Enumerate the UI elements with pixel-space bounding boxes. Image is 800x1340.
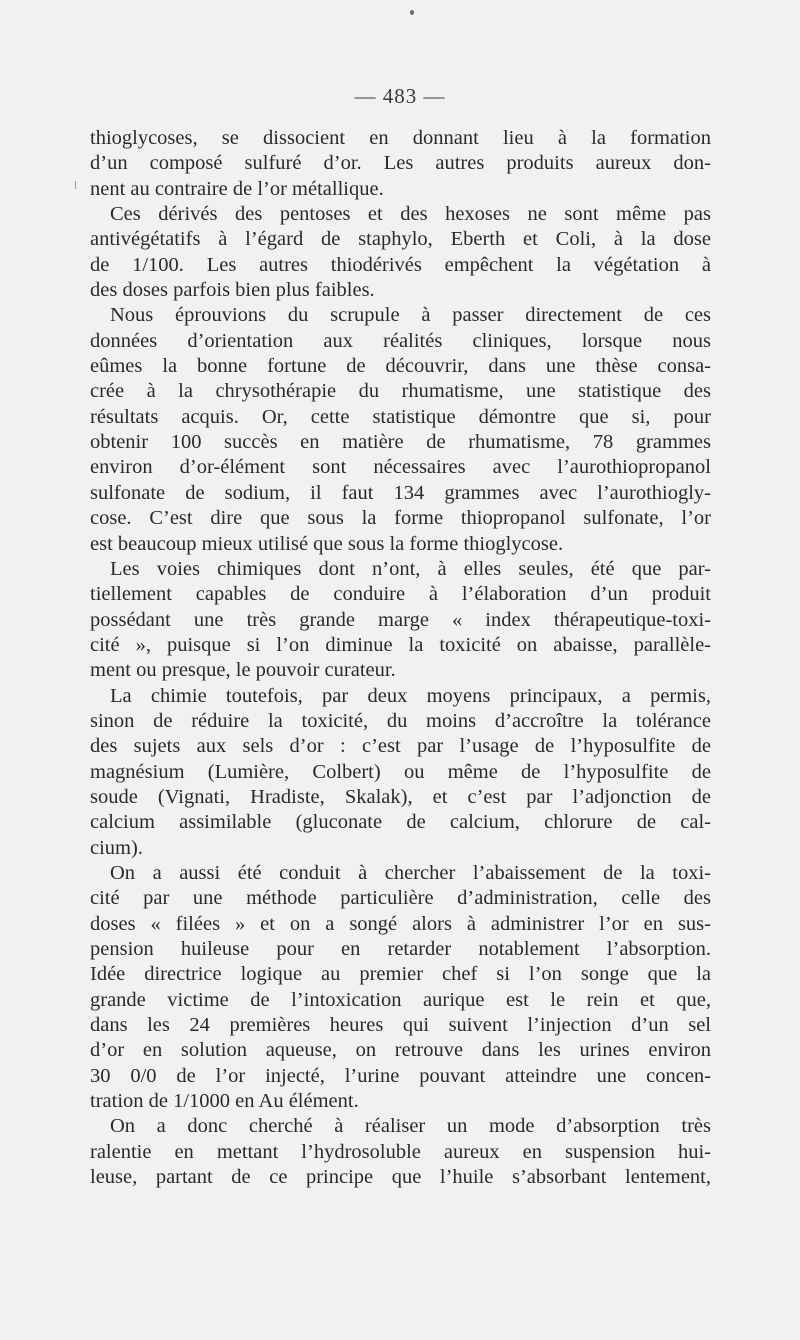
text-line: ment ou presque, le pouvoir curateur.	[90, 659, 396, 682]
text-line: 30 0/0 de l’or injecté, l’urine pouvant atteindre une concen-	[90, 1064, 711, 1087]
text-line: des doses parfois bien plus faibles.	[90, 279, 375, 302]
text-line: calcium assimilable (gluconate de calcium, chlorure de cal-	[90, 811, 711, 834]
text-line: cose. C’est dire que sous la forme thiopropanol sulfonate, l’or	[90, 507, 711, 530]
text-line: d’or en solution aqueuse, on retrouve dans les urines environ	[90, 1039, 711, 1062]
text-line: données d’orientation aux réalités cliniques, lorsque nous	[90, 329, 711, 352]
text-line: On a donc cherché à réaliser un mode d’absorption très	[110, 1115, 711, 1138]
margin-mark	[75, 181, 76, 189]
text-line: d’un composé sulfuré d’or. Les autres produits aureux don-	[90, 152, 711, 175]
text-line: thioglycoses, se dissocient en donnant lieu à la formation	[90, 127, 711, 149]
text-line: eûmes la bonne fortune de découvrir, dans une thèse consa-	[90, 355, 711, 378]
text-line: cium).	[90, 836, 143, 859]
text-line: On a aussi été conduit à chercher l’abaissement de la toxi-	[110, 861, 711, 884]
ink-dot	[410, 10, 414, 15]
text-line: est beaucoup mieux utilisé que sous la forme thioglycose.	[90, 532, 564, 555]
text-line: antivégétatifs à l’égard de staphylo, Eberth et Coli, à la dose	[90, 228, 711, 251]
text-line: doses « filées » et on a songé alors à administrer l’or en sus-	[90, 912, 711, 935]
text-line: résultats acquis. Or, cette statistique démontre que si, pour	[90, 405, 711, 428]
text-line: grande victime de l’intoxication aurique est le rein et que,	[90, 988, 711, 1011]
text-line: ralentie en mettant l’hydrosoluble aureux en suspension hui-	[90, 1140, 711, 1163]
text-line: cité », puisque si l’on diminue la toxicité on abaisse, parallèle-	[90, 633, 711, 656]
text-line: pension huileuse pour en retarder notablement l’absorption.	[90, 938, 711, 960]
text-line: sinon de réduire la toxicité, du moins d’accroître la tolérance	[90, 709, 711, 732]
text-line: sulfonate de sodium, il faut 134 grammes avec l’aurothiogly-	[90, 481, 711, 504]
text-line: Nous éprouvions du scrupule à passer directement de ces	[110, 304, 711, 327]
text-line: magnésium (Lumière, Colbert) ou même de l’hyposulfite de	[90, 760, 711, 783]
text-line: soude (Vignati, Hradiste, Skalak), et c’est par l’adjonction de	[90, 785, 711, 808]
text-line: tration de 1/1000 en Au élément.	[90, 1090, 359, 1113]
text-line: Ces dérivés des pentoses et des hexoses ne sont même pas	[110, 203, 711, 226]
text-line: obtenir 100 succès en matière de rhumatisme, 78 grammes	[90, 431, 711, 454]
text-line: crée à la chrysothérapie du rhumatisme, une statistique des	[90, 380, 711, 403]
text-line: Les voies chimiques dont n’ont, à elles seules, été que par-	[110, 557, 711, 580]
text-line: tiellement capables de conduire à l’élaboration d’un produit	[90, 583, 711, 606]
page-number: — 483 —	[354, 84, 446, 108]
text-line: leuse, partant de ce principe que l’huile s’absorbant lentement,	[90, 1166, 711, 1189]
text-line: La chimie toutefois, par deux moyens principaux, a permis,	[110, 684, 711, 707]
text-line: Idée directrice logique au premier chef si l’on songe que la	[90, 963, 711, 986]
text-line: environ d’or-élément sont nécessaires avec l’aurothiopropanol	[90, 456, 711, 479]
text-line: des sujets aux sels d’or : c’est par l’usage de l’hyposulfite de	[90, 735, 711, 758]
text-line: de 1/100. Les autres thiodérivés empêchent la végétation à	[90, 253, 711, 276]
text-line: possédant une très grande marge « index thérapeutique-toxi-	[90, 608, 711, 631]
text-line: dans les 24 premières heures qui suivent l’injection d’un sel	[90, 1014, 711, 1037]
body-text	[90, 126, 711, 1190]
text-line: nent au contraire de l’or métallique.	[90, 177, 384, 200]
text-line: cité par une méthode particulière d’administration, celle des	[90, 887, 711, 910]
